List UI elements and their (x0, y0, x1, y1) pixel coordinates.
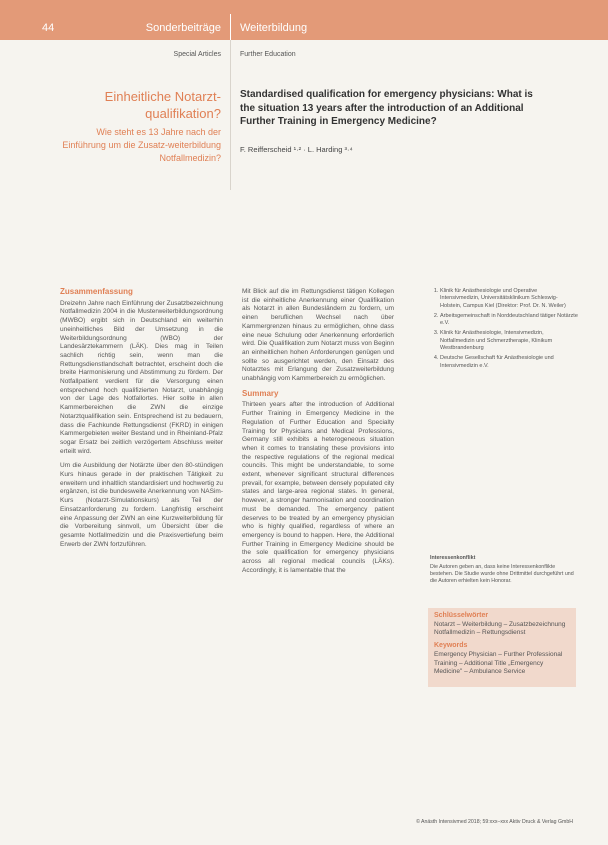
keywords-text-en: Emergency Physician – Further Professional Training – Additional Title „Emergency Medicine" – Ambulance Service (434, 650, 563, 676)
keywords-text-de: Notarzt – Weiterbildung – Zusatzbezeichnung Notfallmedizin – Rettungsdienst (434, 620, 566, 637)
title-en: Standardised qualification for emergency physicians: What is the situation 13 years after the introduction of an Additional Further Training in Emergency Medicine? (240, 89, 533, 127)
page-number: 44 (42, 22, 55, 34)
article-type-en: Further Education (240, 51, 296, 58)
title-divider (230, 40, 231, 190)
summary-en-heading: Summary (242, 388, 279, 398)
section-label-de: Sonderbeiträge (145, 22, 221, 34)
title-de: Einheitliche Notarzt-qualifikation? (104, 89, 221, 121)
keywords-heading-en: Keywords (434, 642, 468, 650)
subtitle-de: Wie steht es 13 Jahre nach der Einführung um die Zusatz-weiterbildung Notfallmedizin? (62, 127, 221, 163)
copyright-footer: © Anästh Intensivmed 2018; 59:xxx–xxx Aktiv Druck & Verlag GmbH (416, 819, 573, 825)
summary-en-paragraph: Thirteen years after the introduction of Additional Further Training in Emergency Medicine in the Regulation of Further Education and Specialty Training for Physicians and Medical Professions, Germany still exhibits a heterogeneous situation when it comes to translating these provisions into the respective regulations of the regional medical councils. This might be understandable, to some extent, whenever significant structural differences prevail, for example, between densely populated city states and large-area regional states. In general, however, a stronger harmonisation and coordination must be demanded. The emergency patient deserves to be treated by an emergency physician who is highly qualified, regardless of where an emergency is bound to happen. Here, the Additional Further Training in Emergency Medicine should be the sole qualification for emergency physicians across all regional medical councils (LÄKs). Accordingly, it is lamentable that the (242, 401, 394, 574)
conflict-text: Die Autoren geben an, dass keine Interessenkonflikte bestehen. Die Studie wurde ohne Drittmittel durchgeführt und die Autoren erhielten kein Honorar. (430, 564, 574, 584)
section-label-en: Weiterbildung (240, 22, 308, 34)
summary-de-paragraph: Dreizehn Jahre nach Einführung der Zusatzbezeichnung Notfallmedizin 2004 in die Musterweiterbildungsordnung (MWBO) ergibt sich in Deutschland ein weiterhin uneinheitliches Bild der Umsetzung in die Weiterbildungsordnung (WBO) der Landesärztekammern (LÄK). Dies mag in Teilen sachlich richtig sein, wenn man die Rettungsdienstlandschaft betrachtet, erscheint doch die breite Harmonisierung und Abstimmung zu fördern. Der Notfallpatient verdient für die Versorgung einen entsprechend hoch qualifizierten Notarzt, unabhängig von der Lage des Notfallortes. Hier sollte in allen Kammerbereichen die ZWN die einzige Notarztqualifikation sein. Entsprechend ist zu bedauern, dass die Fachkunde Rettungsdienst (FKRD) in einigen Kammergebieten weiter Bestand und in Rheinland-Pfalz sogar Ersatz bei zeitlich verzögertem Abschluss weiter erteilt wird. (60, 299, 223, 455)
affiliation-item: 4. Deutsche Gesellschaft für Anästhesiologie und Intensivmedizin e.V. (440, 355, 578, 370)
affiliation-item: 2. Arbeitsgemeinschaft in Norddeutschland tätiger Notärzte e.V. (440, 313, 578, 328)
affiliation-item: 1. Klinik für Anästhesiologie und Operative Intensivmedizin, Universitätsklinikum Schleswig-Holstein, Campus Kiel (Direktor: Prof. Dr. N. Weiler) (440, 288, 578, 310)
header-divider (230, 14, 231, 40)
conflict-heading: Interessenkonflikt (430, 555, 476, 561)
summary-en-column (242, 288, 394, 582)
summary-de-column (60, 288, 223, 555)
summary-de-heading: Zusammenfassung (60, 287, 133, 296)
summary-de-paragraph: Um die Ausbildung der Notärzte über den 80-stündigen Kurs hinaus gerade in der praktischen Tätigkeit zu erweitern und inhaltlich standardisiert und hochwertig zu ergänzen, ist die bundesweite Anerkennung von NASim-Kurs (Notarzt-Simulationskurs) als Teil der Einsatzanforderung zu fordern. Langfristig erscheint eine Anpassung der ZWN an eine Kurzweiterbildung für die Vorbereitung sinnvoll, um Übersicht über die gesamte Notfallmedizin und die Praxisvertiefung beim Erwerb der ZWN fortzuführen. (60, 462, 223, 548)
keywords-heading-de: Schlüsselwörter (434, 612, 489, 619)
page-header (0, 0, 608, 40)
affiliation-item: 3. Klinik für Anästhesiologie, Intensivmedizin, Notfallmedizin und Schmerztherapie, Klinikum Westbrandenburg (440, 330, 578, 352)
keywords-box (428, 608, 576, 687)
conflict-statement (430, 555, 578, 585)
article-type-de: Special Articles (173, 51, 221, 58)
affiliations (430, 288, 578, 373)
summary-de-continued: Mit Blick auf die im Rettungsdienst tätigen Kollegen ist die einheitliche Anerkennung einer Qualifikation als Notarzt in allen Bundesländern zu fordern, um einen beruflichen Wechsel nach über Kammergrenzen hinaus zu ermöglichen, ohne dass eine neue Schulung oder Anerkennung erforderlich wird. Die Qualifikation zum Notarzt muss von Beginn an einheitlichen hohen Anforderungen genügen und sollte so ausgerichtet werden, den Einsatz des Notarztes mit Erlangung der Zusatzweiterbildung unabhängig vom Kammerbereich zu ermöglichen. (242, 288, 394, 383)
authors: F. Reifferscheid ¹·² · L. Harding ³·⁴ (240, 145, 353, 154)
